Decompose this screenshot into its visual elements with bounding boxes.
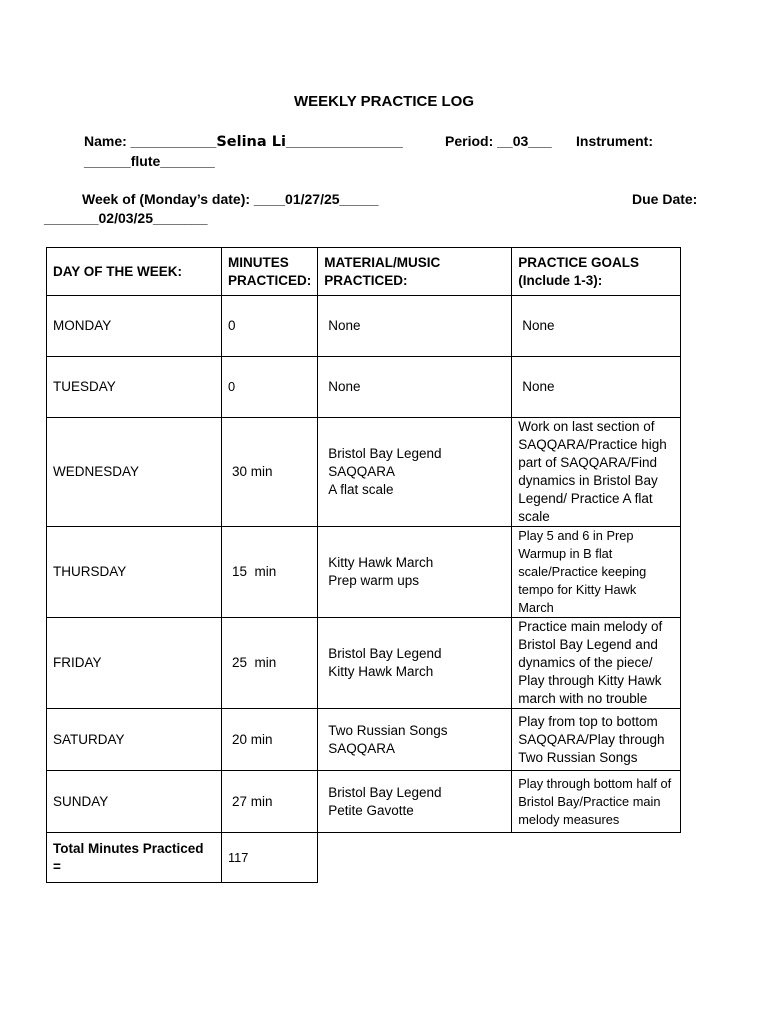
minutes-cell: 25 min (222, 618, 318, 709)
minutes-cell: 27 min (222, 771, 318, 833)
practice-log-table (46, 247, 681, 883)
table-row (47, 771, 681, 833)
header-minutes: MINUTES PRACTICED: (222, 248, 318, 296)
goals-cell: Play from top to bottom SAQQARA/Play through Two Russian Songs (512, 709, 681, 771)
week-of-field: Week of (Monday’s date): ____01/27/25_____ (82, 191, 379, 207)
name-prefix: Name: ___________ (84, 133, 217, 149)
instrument-field: ______flute_______ (84, 153, 215, 169)
table-row (47, 357, 681, 418)
goals-cell: Play 5 and 6 in Prep Warmup in B flat scale/Practice keeping tempo for Kitty Hawk March (512, 527, 681, 618)
header-material: MATERIAL/MUSIC PRACTICED: (318, 248, 512, 296)
goals-cell: Play through bottom half of Bristol Bay/Practice main melody measures (512, 771, 681, 833)
material-cell: Bristol Bay Legend SAQQARA A flat scale (318, 418, 512, 527)
goals-cell: None (512, 357, 681, 418)
page-title: WEEKLY PRACTICE LOG (293, 93, 475, 110)
material-cell: None (318, 296, 512, 357)
empty-cell (512, 833, 681, 883)
minutes-cell: 0 (222, 296, 318, 357)
minutes-cell: 0 (222, 357, 318, 418)
day-cell: FRIDAY (47, 618, 222, 709)
header-goals: PRACTICE GOALS (Include 1-3): (512, 248, 681, 296)
day-cell: SATURDAY (47, 709, 222, 771)
header-day: DAY OF THE WEEK: (47, 248, 222, 296)
table-row (47, 618, 681, 709)
period-field: Period: __03___ (445, 133, 552, 149)
day-cell: SUNDAY (47, 771, 222, 833)
table-row (47, 709, 681, 771)
material-cell: Kitty Hawk March Prep warm ups (318, 527, 512, 618)
table-header-row (47, 248, 681, 296)
day-cell: THURSDAY (47, 527, 222, 618)
student-name: Selina Li (216, 134, 286, 150)
material-cell: Bristol Bay Legend Petite Gavotte (318, 771, 512, 833)
due-date-field: _______02/03/25_______ (44, 210, 208, 226)
material-cell: Two Russian Songs SAQQARA (318, 709, 512, 771)
table-row (47, 418, 681, 527)
table-row (47, 296, 681, 357)
day-cell: WEDNESDAY (47, 418, 222, 527)
goals-cell: Work on last section of SAQQARA/Practice high part of SAQQARA/Find dynamics in Bristol Bay Legend/ Practice A flat scale (512, 418, 681, 527)
name-line (84, 133, 403, 150)
total-label: Total Minutes Practiced = (47, 833, 222, 883)
due-date-label: Due Date: (632, 191, 698, 207)
goals-cell: Practice main melody of Bristol Bay Legend and dynamics of the piece/ Play through Kitty Hawk march with no trouble (512, 618, 681, 709)
minutes-cell: 15 min (222, 527, 318, 618)
minutes-cell: 30 min (222, 418, 318, 527)
minutes-cell: 20 min (222, 709, 318, 771)
material-cell: Bristol Bay Legend Kitty Hawk March (318, 618, 512, 709)
goals-cell: None (512, 296, 681, 357)
total-row (47, 833, 681, 883)
table-row (47, 527, 681, 618)
instrument-label: Instrument: (576, 133, 653, 149)
name-suffix: _______________ (285, 133, 403, 149)
day-cell: TUESDAY (47, 357, 222, 418)
material-cell: None (318, 357, 512, 418)
total-value: 117 (222, 833, 318, 883)
empty-cell (318, 833, 512, 883)
day-cell: MONDAY (47, 296, 222, 357)
